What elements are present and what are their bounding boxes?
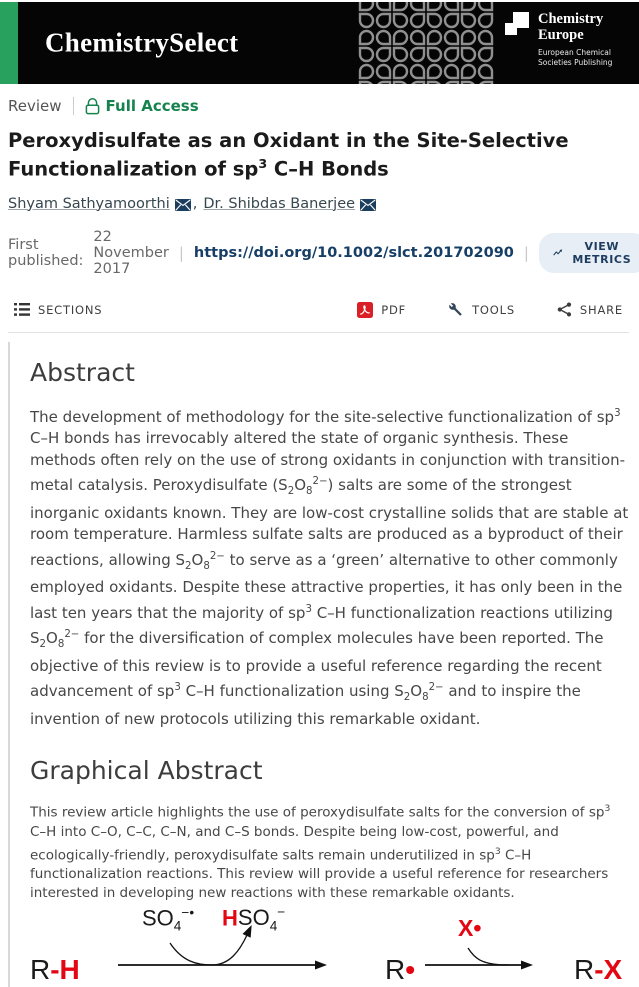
article-type-label: Review (8, 97, 62, 115)
article-page (0, 2, 639, 987)
share-button[interactable] (551, 301, 629, 318)
pdf-icon (357, 302, 373, 318)
publication-info-row (8, 228, 632, 277)
article-meta-row (8, 97, 629, 115)
pdf-button[interactable] (351, 301, 412, 319)
author-link-1[interactable]: Shyam Sathyamoorthi (8, 195, 170, 212)
journal-banner (0, 2, 639, 84)
access-badge (85, 97, 199, 115)
author-list (8, 196, 629, 212)
publisher-name: Chemistry Europe (538, 11, 604, 43)
share-label: SHARE (579, 302, 623, 317)
trend-up-icon (553, 247, 563, 258)
view-metrics-button[interactable] (539, 233, 639, 273)
tools-button[interactable] (442, 301, 521, 319)
tools-label: TOOLS (472, 302, 515, 317)
reaction-scheme (30, 903, 634, 987)
scheme-product: R-X (574, 954, 623, 986)
sections-label: SECTIONS (38, 302, 103, 317)
article-content (8, 342, 629, 987)
article-toolbar (8, 301, 629, 319)
share-icon (557, 302, 572, 317)
squares-icon (505, 11, 531, 41)
journal-logo[interactable]: ChemistrySelect (45, 27, 239, 58)
author-separator: , (192, 195, 198, 212)
scheme-oxidant: $SO_4^{-•}$ (142, 905, 195, 934)
wrench-icon (448, 302, 464, 318)
publisher-tagline: European Chemical Societies Publishing (538, 48, 613, 67)
doi-link[interactable]: https://doi.org/10.1002/slct.201702090 (193, 244, 514, 261)
open-lock-icon (85, 98, 100, 115)
decorative-pattern (358, 2, 494, 84)
banner-background (18, 2, 639, 84)
graphical-abstract-text: This review article highlights the use of peroxydisulfate salts for the conversion of $sp^3$ C–H into C–O, C–C, C–N, and C–S bonds. Despite being low-cost, powerful, and ecologically-friendly, peroxydisulfate salts remain underutilized in $sp^3$ C–H functionalization reactions. This review will provide a useful reference for researchers interested in developing new reactions with these remarkable oxidants. (30, 803, 611, 902)
reaction-arrows (30, 903, 634, 987)
view-metrics-label: VIEW METRICS (572, 239, 632, 266)
author-link-2[interactable]: Dr. Shibdas Banerjee (203, 195, 356, 212)
separator: | (178, 243, 184, 262)
first-published-date: 22 November 2017 (93, 228, 169, 277)
mail-icon[interactable] (360, 199, 376, 211)
access-label: Full Access (105, 97, 199, 115)
scheme-reactant: R-H (30, 954, 80, 986)
pdf-label: PDF (381, 302, 407, 317)
first-published-label: First published: (8, 236, 84, 269)
mail-icon[interactable] (175, 199, 191, 211)
separator: | (523, 243, 529, 262)
banner-accent-bar (0, 2, 18, 84)
toolbar-divider (8, 332, 629, 333)
list-icon (14, 303, 30, 316)
sections-button[interactable] (8, 302, 108, 318)
abstract-heading: Abstract (30, 357, 135, 387)
graphical-abstract-heading: Graphical Abstract (30, 756, 263, 786)
abstract-text: The development of methodology for the site-selective functionalization of $sp^3$ C–H bonds has irrevocably altered the state of organic synthesis. These methods often rely on the use of strong oxidants in conjunction with transition-metal catalysis. Peroxydisulfate $(S_2O_8^{2-})$ salts are some of the strongest inorganic oxidants known. They are low-cost crystalline solids that are stable at room temperature. Harmless sulfate salts are produced as a byproduct of their reactions, allowing $S_2O_8^{2-}$ to serve as a ‘green’ alternative to other commonly employed oxidants. Despite these attractive properties, it has only been in the last ten years that the majority of $sp^3$ C–H functionalization reactions utilizing $S_2O_8^{2-}$ for the diversification of complex molecules have been reported. The objective of this review is to provide a useful reference regarding the recent advancement of $sp^3$ C–H functionalization using $S_2O_8^{2-}$ and to inspire the invention of new protocols utilizing this remarkable oxidant. (30, 407, 629, 728)
page-title: Peroxydisulfate as an Oxidant in the Site-Selective Functionalization of $sp^3$ C–H Bonds (8, 129, 569, 181)
meta-divider (73, 97, 74, 115)
scheme-x-radical: X• (458, 915, 482, 942)
chemistry-europe-logo[interactable] (505, 11, 612, 67)
scheme-byproduct: $HSO_4^-$ (222, 905, 286, 934)
scheme-radical: R• (385, 954, 416, 986)
